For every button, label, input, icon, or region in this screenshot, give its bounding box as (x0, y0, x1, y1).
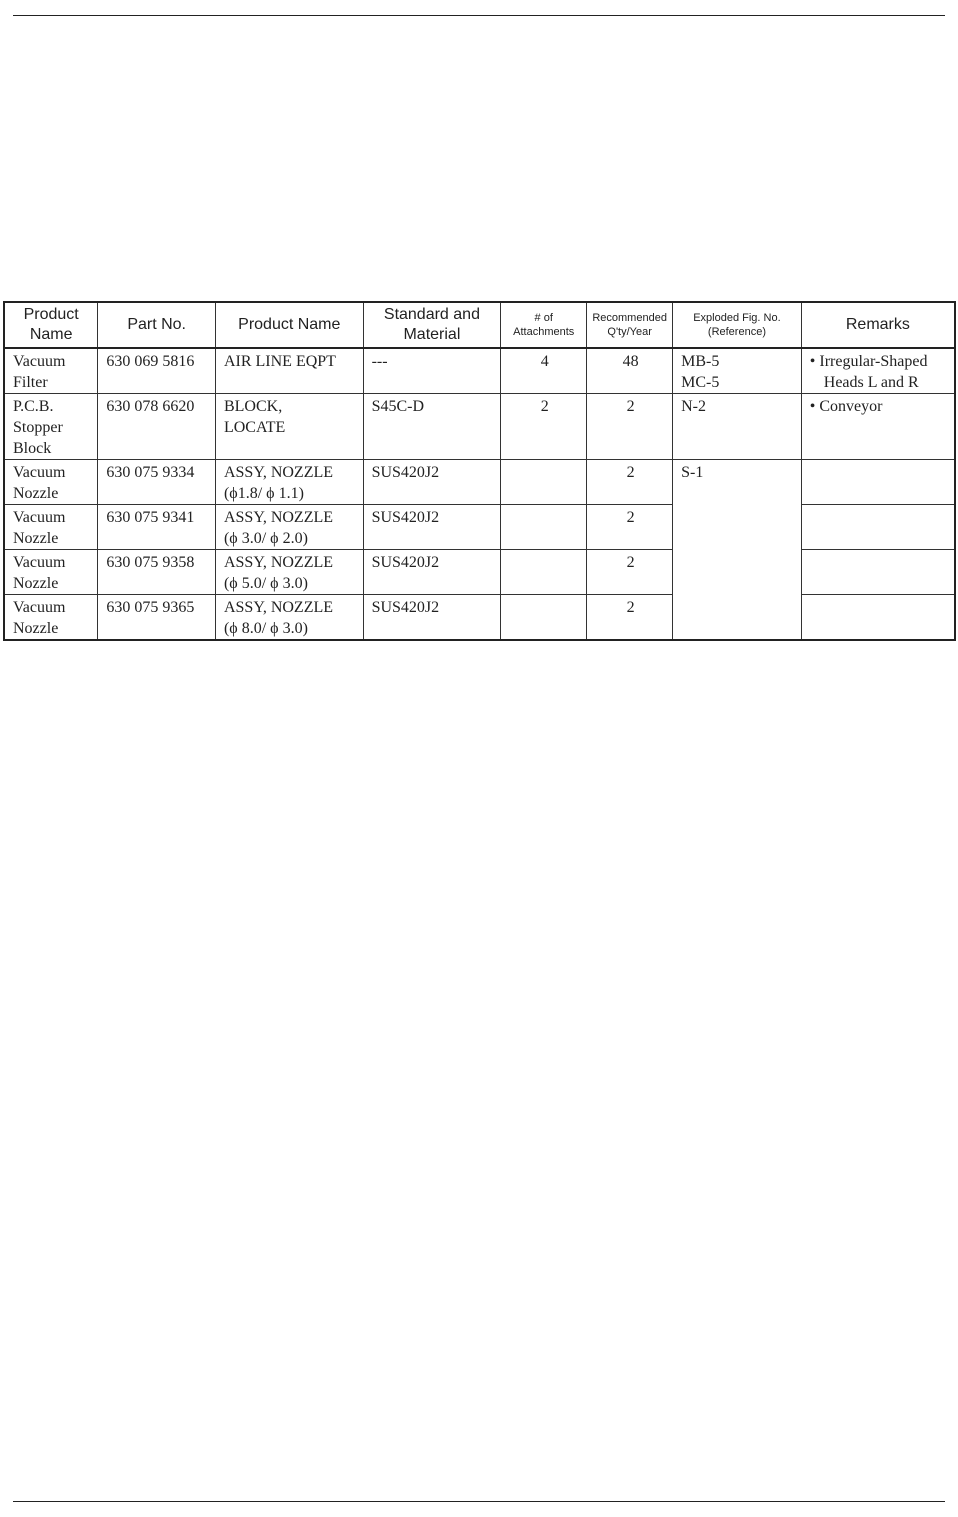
product-description-line: ASSY, NOZZLE (223, 554, 334, 571)
header-recommended-qty: Recommended Q'ty/Year (587, 302, 673, 348)
product-description-line: AIR LINE EQPT (223, 353, 336, 370)
product-name-line: Vacuum (13, 554, 66, 571)
product-name-line: Vacuum (13, 353, 66, 370)
product-description-cell (215, 348, 363, 394)
product-name-line: Filter (13, 374, 48, 391)
product-name-cell (4, 460, 98, 505)
material-cell: S45C-D (363, 394, 501, 460)
material-cell: SUS420J2 (363, 505, 501, 550)
product-description-line: (ϕ 3.0/ ϕ 2.0) (223, 530, 308, 547)
part-no-cell: 630 075 9358 (98, 550, 216, 595)
attachments-cell: 4 (501, 348, 587, 394)
product-description-line: ASSY, NOZZLE (223, 464, 334, 481)
exploded-fig-cell (673, 348, 802, 394)
product-name-line: Vacuum (13, 464, 66, 481)
attachments-cell (501, 460, 587, 505)
attachments-cell (501, 550, 587, 595)
qty-cell: 48 (587, 348, 673, 394)
header-attachments: # of Attachments (501, 302, 587, 348)
product-name-line: Stopper (13, 419, 63, 436)
footer-rule (13, 1501, 945, 1502)
product-description-line: ASSY, NOZZLE (223, 599, 334, 616)
remarks-item: • Conveyor (809, 398, 883, 415)
product-description-cell (215, 460, 363, 505)
product-name-line: Block (13, 440, 52, 457)
qty-cell: 2 (587, 595, 673, 641)
material-cell: SUS420J2 (363, 550, 501, 595)
product-name-cell (4, 394, 98, 460)
product-description-line: (ϕ 8.0/ ϕ 3.0) (223, 620, 308, 637)
part-no-cell: 630 069 5816 (98, 348, 216, 394)
product-description-line: LOCATE (223, 419, 286, 436)
table-row (4, 394, 955, 460)
product-description-cell (215, 394, 363, 460)
table-row (4, 550, 955, 595)
header-rule (13, 15, 945, 16)
product-name-line: Vacuum (13, 509, 66, 526)
part-no-cell: 630 075 9334 (98, 460, 216, 505)
product-description-line: ASSY, NOZZLE (223, 509, 334, 526)
product-name-line: P.C.B. (13, 398, 54, 415)
product-name-line: Vacuum (13, 599, 66, 616)
remarks-cell (801, 460, 955, 505)
product-description-line: BLOCK, (223, 398, 283, 415)
remarks-cell (801, 550, 955, 595)
qty-cell: 2 (587, 550, 673, 595)
remarks-item: • Irregular-Shaped Heads L and R (809, 353, 928, 391)
material-cell: SUS420J2 (363, 595, 501, 641)
fig-line: MB-5 (681, 353, 720, 370)
remarks-cell (801, 394, 955, 460)
header-exploded-fig: Exploded Fig. No. (Reference) (673, 302, 802, 348)
exploded-fig-cell (673, 460, 802, 641)
qty-cell: 2 (587, 460, 673, 505)
attachments-cell (501, 505, 587, 550)
remarks-cell (801, 348, 955, 394)
fig-line: MC-5 (681, 374, 720, 391)
table-row (4, 595, 955, 641)
material-cell: SUS420J2 (363, 460, 501, 505)
header-remarks: Remarks (801, 302, 955, 348)
parts-table (3, 301, 956, 641)
table-row (4, 348, 955, 394)
header-product-name: Product Name (4, 302, 98, 348)
qty-cell: 2 (587, 505, 673, 550)
table-header-row (4, 302, 955, 348)
product-name-cell (4, 595, 98, 641)
part-no-cell: 630 078 6620 (98, 394, 216, 460)
attachments-cell: 2 (501, 394, 587, 460)
table-row (4, 505, 955, 550)
product-name-line: Nozzle (13, 530, 59, 547)
product-name-cell (4, 550, 98, 595)
product-description-cell (215, 505, 363, 550)
product-description-line: (ϕ1.8/ ϕ 1.1) (223, 485, 304, 502)
product-description-cell (215, 595, 363, 641)
header-standard-material: Standard and Material (363, 302, 501, 348)
attachments-cell (501, 595, 587, 641)
exploded-fig-cell (673, 394, 802, 460)
part-no-cell: 630 075 9365 (98, 595, 216, 641)
product-name-cell (4, 505, 98, 550)
product-description-cell (215, 550, 363, 595)
product-description-line: (ϕ 5.0/ ϕ 3.0) (223, 575, 308, 592)
fig-line: N-2 (681, 398, 707, 415)
product-name-cell (4, 348, 98, 394)
material-cell: --- (363, 348, 501, 394)
product-name-line: Nozzle (13, 620, 59, 637)
fig-line: S-1 (681, 464, 704, 481)
qty-cell: 2 (587, 394, 673, 460)
product-name-line: Nozzle (13, 485, 59, 502)
remarks-cell (801, 505, 955, 550)
header-product-name-2: Product Name (215, 302, 363, 348)
remarks-cell (801, 595, 955, 641)
table-row (4, 460, 955, 505)
part-no-cell: 630 075 9341 (98, 505, 216, 550)
product-name-line: Nozzle (13, 575, 59, 592)
header-part-no: Part No. (98, 302, 216, 348)
